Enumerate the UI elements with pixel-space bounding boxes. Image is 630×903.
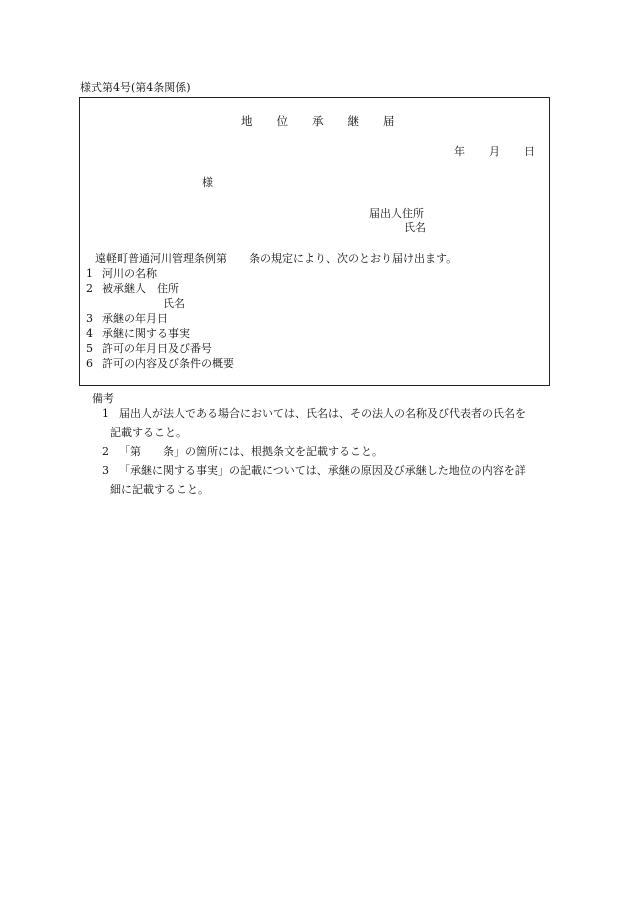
list-item (86, 328, 190, 339)
item-number: 4 (86, 327, 93, 340)
title-char: 地 (241, 114, 253, 128)
list-item (86, 313, 168, 324)
date-line (454, 146, 535, 157)
item-text: 被承継人 住所 (102, 282, 179, 295)
list-item (86, 358, 234, 369)
list-item (86, 343, 212, 354)
note-item (102, 404, 542, 423)
note-text: 「第 条」の箇所には、根拠条文を記載すること。 (119, 445, 383, 458)
note-text: 届出人が法人である場合においては、氏名は、その法人の名称及び代表者の氏名を (119, 407, 526, 420)
item-number: 6 (86, 357, 93, 370)
statement-text: 遠軽町普通河川管理条例第 条の規定により、次のとおり届け出ます。 (95, 252, 458, 265)
list-item (86, 268, 157, 279)
item-text: 承継の年月日 (102, 312, 168, 325)
title-char: 届 (383, 114, 395, 128)
date-month: 月 (489, 145, 500, 158)
note-item (102, 442, 542, 461)
item-number: 5 (86, 342, 93, 355)
note-text-continued: 細に記載すること。 (110, 483, 209, 496)
note-number: 1 (102, 407, 109, 420)
item-number: 2 (86, 282, 93, 295)
item-number: 3 (86, 312, 93, 325)
list-item-sub: 氏名 (163, 297, 185, 310)
title-char: 継 (347, 114, 359, 128)
date-year: 年 (454, 145, 465, 158)
note-text: 「承継に関する事実」の記載については、承継の原因及び承継した地位の内容を詳 (119, 464, 526, 477)
item-number: 1 (86, 267, 93, 280)
item-text: 許可の内容及び条件の概要 (102, 357, 234, 370)
note-number: 2 (102, 445, 109, 458)
applicant-address-label: 届出人住所 (369, 207, 424, 220)
title-char: 承 (312, 114, 324, 128)
addressee-honorific: 様 (202, 176, 213, 189)
date-day: 日 (524, 145, 535, 158)
list-item (86, 283, 179, 294)
item-text: 河川の名称 (102, 267, 157, 280)
note-number: 3 (102, 464, 109, 477)
item-text: 許可の年月日及び番号 (102, 342, 212, 355)
notes-heading: 備考 (92, 392, 114, 405)
document-title (241, 116, 395, 128)
applicant-name-label: 氏名 (404, 221, 426, 234)
note-text-continued: 記載すること。 (110, 426, 187, 439)
form-number-label: 様式第4号(第4条関係) (80, 81, 191, 94)
item-text: 承継に関する事実 (102, 327, 190, 340)
note-item (102, 461, 542, 480)
title-char: 位 (276, 114, 288, 128)
